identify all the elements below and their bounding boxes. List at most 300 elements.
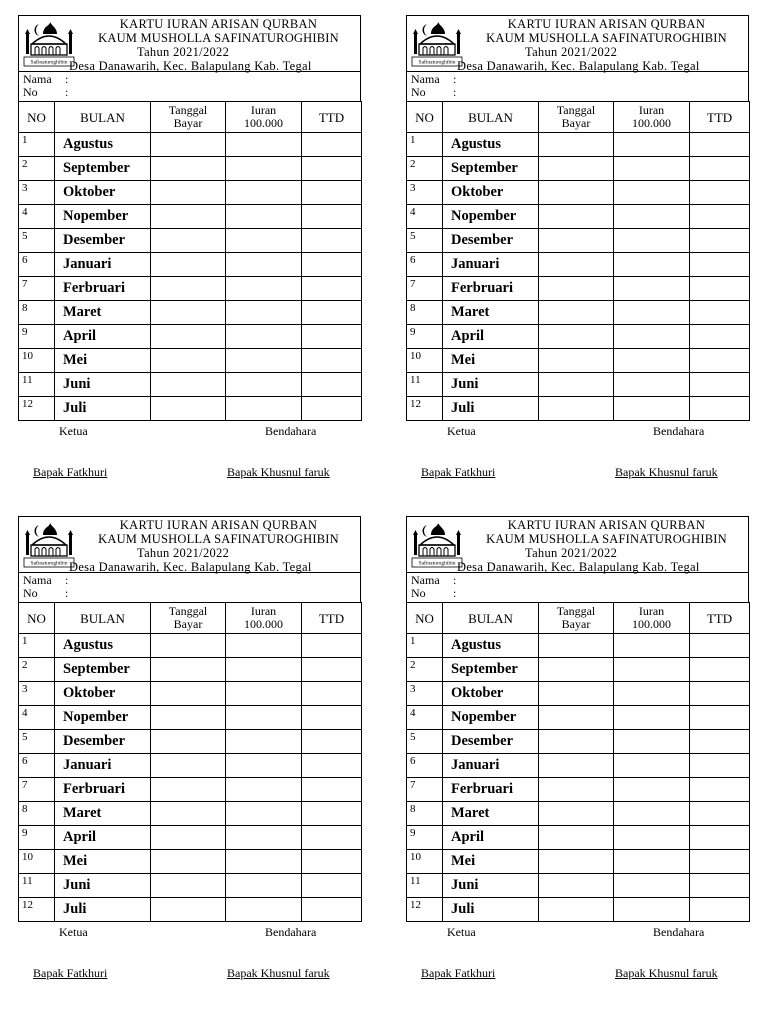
signature-block xyxy=(406,922,749,982)
table-row xyxy=(407,754,750,778)
row-month: Juni xyxy=(55,874,151,898)
signature-block xyxy=(18,421,361,481)
iuran-cell[interactable] xyxy=(614,133,690,157)
iuran-cell[interactable] xyxy=(226,826,302,850)
iuran-card xyxy=(18,516,361,982)
ttd-cell[interactable] xyxy=(690,898,750,922)
ttd-cell[interactable] xyxy=(302,778,362,802)
table-row xyxy=(19,229,362,253)
ttd-cell[interactable] xyxy=(302,157,362,181)
ttd-cell[interactable] xyxy=(302,754,362,778)
tanggal-cell[interactable] xyxy=(539,397,614,421)
logo-text: Safinaturoghibin xyxy=(418,59,456,66)
row-number: 5 xyxy=(19,229,55,253)
tanggal-cell[interactable] xyxy=(539,682,614,706)
table-header-row xyxy=(19,603,362,634)
ttd-cell[interactable] xyxy=(302,634,362,658)
row-month: Juni xyxy=(443,874,539,898)
tanggal-cell[interactable] xyxy=(539,325,614,349)
ketua-label: Ketua xyxy=(59,424,88,438)
iuran-cell[interactable] xyxy=(226,850,302,874)
tanggal-cell[interactable] xyxy=(151,325,226,349)
iuran-cell[interactable] xyxy=(614,658,690,682)
row-month: Desember xyxy=(443,229,539,253)
ttd-cell[interactable] xyxy=(690,730,750,754)
tanggal-line-2: Bayar xyxy=(561,116,591,130)
tanggal-cell[interactable] xyxy=(151,850,226,874)
table-header-row xyxy=(19,102,362,133)
mosque-logo-icon xyxy=(411,521,463,569)
table-row xyxy=(407,730,750,754)
iuran-cell[interactable] xyxy=(614,181,690,205)
row-month: April xyxy=(55,325,151,349)
tanggal-cell[interactable] xyxy=(151,682,226,706)
iuran-cell[interactable] xyxy=(614,397,690,421)
table-row xyxy=(407,826,750,850)
no-colon: : xyxy=(453,586,457,600)
bendahara-label: Bendahara xyxy=(653,925,705,939)
tanggal-cell[interactable] xyxy=(539,205,614,229)
row-number: 3 xyxy=(407,682,443,706)
tanggal-cell[interactable] xyxy=(539,706,614,730)
row-month: Oktober xyxy=(55,682,151,706)
identity-block xyxy=(406,572,749,602)
tanggal-cell[interactable] xyxy=(539,754,614,778)
tanggal-line-1: Tanggal xyxy=(556,604,596,618)
row-month: Agustus xyxy=(443,634,539,658)
tanggal-cell[interactable] xyxy=(151,730,226,754)
tanggal-cell[interactable] xyxy=(539,850,614,874)
mosque-logo-icon xyxy=(23,521,75,569)
row-number: 10 xyxy=(19,349,55,373)
row-month: Nopember xyxy=(55,205,151,229)
ttd-cell[interactable] xyxy=(690,802,750,826)
ttd-cell[interactable] xyxy=(690,850,750,874)
row-number: 12 xyxy=(407,898,443,922)
ttd-cell[interactable] xyxy=(302,277,362,301)
tanggal-cell[interactable] xyxy=(539,898,614,922)
row-number: 2 xyxy=(19,157,55,181)
row-number: 8 xyxy=(407,301,443,325)
iuran-cell[interactable] xyxy=(226,874,302,898)
iuran-cell[interactable] xyxy=(614,778,690,802)
iuran-cell[interactable] xyxy=(226,778,302,802)
iuran-cell[interactable] xyxy=(226,397,302,421)
tanggal-cell[interactable] xyxy=(151,874,226,898)
row-month: Mei xyxy=(443,850,539,874)
table-row xyxy=(19,658,362,682)
tanggal-line-2: Bayar xyxy=(173,116,203,130)
card-subtitle: KAUM MUSHOLLA SAFINATUROGHIBIN xyxy=(486,31,727,45)
table-row xyxy=(19,325,362,349)
row-month: Januari xyxy=(443,754,539,778)
ttd-cell[interactable] xyxy=(690,205,750,229)
row-number: 10 xyxy=(19,850,55,874)
ttd-cell[interactable] xyxy=(690,658,750,682)
card-year: Tahun 2021/2022 xyxy=(525,45,618,59)
iuran-cell[interactable] xyxy=(226,205,302,229)
tanggal-cell[interactable] xyxy=(151,397,226,421)
table-row xyxy=(19,634,362,658)
tanggal-cell[interactable] xyxy=(151,634,226,658)
payment-table xyxy=(406,602,750,922)
tanggal-cell[interactable] xyxy=(539,349,614,373)
identity-block xyxy=(406,71,749,101)
tanggal-cell[interactable] xyxy=(539,277,614,301)
tanggal-cell[interactable] xyxy=(151,826,226,850)
tanggal-cell[interactable] xyxy=(151,133,226,157)
card-title: KARTU IURAN ARISAN QURBAN xyxy=(119,17,318,31)
tanggal-cell[interactable] xyxy=(151,754,226,778)
col-bulan-header: BULAN xyxy=(55,603,151,634)
col-no-header: NO xyxy=(19,603,55,634)
tanggal-cell[interactable] xyxy=(151,706,226,730)
ttd-cell[interactable] xyxy=(302,826,362,850)
row-month: Desember xyxy=(55,229,151,253)
iuran-cell[interactable] xyxy=(614,706,690,730)
row-month: Agustus xyxy=(443,133,539,157)
row-month: Oktober xyxy=(443,181,539,205)
iuran-cell[interactable] xyxy=(226,157,302,181)
ttd-cell[interactable] xyxy=(690,754,750,778)
nama-label: Nama xyxy=(23,573,52,587)
table-row xyxy=(407,205,750,229)
table-row xyxy=(407,802,750,826)
ttd-cell[interactable] xyxy=(302,397,362,421)
iuran-cell[interactable] xyxy=(226,301,302,325)
ttd-cell[interactable] xyxy=(302,349,362,373)
row-number: 1 xyxy=(407,133,443,157)
iuran-cell[interactable] xyxy=(226,898,302,922)
bendahara-label: Bendahara xyxy=(265,925,317,939)
iuran-cell[interactable] xyxy=(226,325,302,349)
ttd-cell[interactable] xyxy=(302,373,362,397)
row-number: 8 xyxy=(19,301,55,325)
iuran-cell[interactable] xyxy=(614,349,690,373)
ketua-name: Bapak Fatkhuri xyxy=(421,465,496,479)
ttd-cell[interactable] xyxy=(690,373,750,397)
ttd-cell[interactable] xyxy=(302,133,362,157)
row-number: 1 xyxy=(19,133,55,157)
card-address: Desa Danawarih, Kec. Balapulang Kab. Tegal xyxy=(69,59,312,73)
tanggal-cell[interactable] xyxy=(539,730,614,754)
ttd-cell[interactable] xyxy=(302,253,362,277)
no-label: No xyxy=(23,586,38,600)
card-subtitle: KAUM MUSHOLLA SAFINATUROGHIBIN xyxy=(98,31,339,45)
bendahara-name: Bapak Khusnul faruk xyxy=(615,966,718,980)
iuran-cell[interactable] xyxy=(614,301,690,325)
iuran-line-1: Iuran xyxy=(250,604,277,618)
bendahara-name: Bapak Khusnul faruk xyxy=(227,465,330,479)
ketua-name: Bapak Fatkhuri xyxy=(33,966,108,980)
tanggal-cell[interactable] xyxy=(151,229,226,253)
ttd-cell[interactable] xyxy=(690,181,750,205)
ttd-cell[interactable] xyxy=(302,706,362,730)
table-row xyxy=(19,205,362,229)
ttd-cell[interactable] xyxy=(690,634,750,658)
iuran-cell[interactable] xyxy=(614,634,690,658)
nama-colon: : xyxy=(65,72,69,86)
row-number: 10 xyxy=(407,850,443,874)
card-header xyxy=(406,15,749,71)
ttd-cell[interactable] xyxy=(690,325,750,349)
col-ttd-header: TTD xyxy=(302,102,362,133)
row-number: 9 xyxy=(19,325,55,349)
row-month: Oktober xyxy=(55,181,151,205)
row-month: Januari xyxy=(55,754,151,778)
ttd-cell[interactable] xyxy=(690,133,750,157)
no-colon: : xyxy=(65,85,69,99)
row-number: 4 xyxy=(407,706,443,730)
tanggal-cell[interactable] xyxy=(539,157,614,181)
iuran-cell[interactable] xyxy=(614,682,690,706)
row-month: Agustus xyxy=(55,133,151,157)
table-row xyxy=(407,349,750,373)
row-month: Mei xyxy=(55,850,151,874)
no-label: No xyxy=(411,586,426,600)
ttd-cell[interactable] xyxy=(302,205,362,229)
nama-colon: : xyxy=(453,72,457,86)
card-title: KARTU IURAN ARISAN QURBAN xyxy=(507,518,706,532)
ttd-cell[interactable] xyxy=(302,658,362,682)
no-label: No xyxy=(23,85,38,99)
tanggal-cell[interactable] xyxy=(151,301,226,325)
ttd-cell[interactable] xyxy=(302,874,362,898)
nama-colon: : xyxy=(65,573,69,587)
table-row xyxy=(407,874,750,898)
row-number: 2 xyxy=(19,658,55,682)
tanggal-cell[interactable] xyxy=(539,301,614,325)
tanggal-cell[interactable] xyxy=(151,205,226,229)
ttd-cell[interactable] xyxy=(690,874,750,898)
iuran-cell[interactable] xyxy=(226,730,302,754)
table-row xyxy=(407,706,750,730)
iuran-card xyxy=(406,516,749,982)
ttd-cell[interactable] xyxy=(302,325,362,349)
table-row xyxy=(19,898,362,922)
tanggal-cell[interactable] xyxy=(151,898,226,922)
row-number: 9 xyxy=(407,826,443,850)
row-month: Juli xyxy=(443,397,539,421)
iuran-cell[interactable] xyxy=(226,682,302,706)
col-ttd-header: TTD xyxy=(302,603,362,634)
iuran-cell[interactable] xyxy=(614,325,690,349)
ttd-cell[interactable] xyxy=(302,181,362,205)
card-subtitle: KAUM MUSHOLLA SAFINATUROGHIBIN xyxy=(98,532,339,546)
tanggal-cell[interactable] xyxy=(539,778,614,802)
tanggal-cell[interactable] xyxy=(151,778,226,802)
ttd-cell[interactable] xyxy=(302,229,362,253)
row-month: Ferbruari xyxy=(443,778,539,802)
row-month: Nopember xyxy=(443,205,539,229)
ttd-cell[interactable] xyxy=(690,682,750,706)
iuran-cell[interactable] xyxy=(614,157,690,181)
tanggal-cell[interactable] xyxy=(151,373,226,397)
table-row xyxy=(19,349,362,373)
no-label: No xyxy=(411,85,426,99)
iuran-line-1: Iuran xyxy=(250,103,277,117)
table-row xyxy=(407,634,750,658)
card-address: Desa Danawarih, Kec. Balapulang Kab. Tegal xyxy=(457,59,700,73)
table-row xyxy=(407,778,750,802)
card-title: KARTU IURAN ARISAN QURBAN xyxy=(119,518,318,532)
table-row xyxy=(19,682,362,706)
ttd-cell[interactable] xyxy=(302,898,362,922)
ketua-label: Ketua xyxy=(447,925,476,939)
tanggal-cell[interactable] xyxy=(151,802,226,826)
table-row xyxy=(19,706,362,730)
tanggal-cell[interactable] xyxy=(151,157,226,181)
logo-text: Safinaturoghibin xyxy=(30,560,68,567)
logo-text: Safinaturoghibin xyxy=(418,560,456,567)
iuran-line-1: Iuran xyxy=(638,103,665,117)
table-row xyxy=(19,373,362,397)
col-ttd-header: TTD xyxy=(690,102,750,133)
card-year: Tahun 2021/2022 xyxy=(137,546,230,560)
ttd-cell[interactable] xyxy=(690,301,750,325)
row-number: 4 xyxy=(19,205,55,229)
table-row xyxy=(19,778,362,802)
tanggal-cell[interactable] xyxy=(539,634,614,658)
tanggal-cell[interactable] xyxy=(539,874,614,898)
payment-table xyxy=(18,602,362,922)
iuran-cell[interactable] xyxy=(226,658,302,682)
iuran-cell[interactable] xyxy=(226,277,302,301)
card-header xyxy=(18,15,361,71)
iuran-cell[interactable] xyxy=(226,634,302,658)
iuran-cell[interactable] xyxy=(226,754,302,778)
tanggal-cell[interactable] xyxy=(539,181,614,205)
iuran-cell[interactable] xyxy=(614,253,690,277)
table-row xyxy=(19,397,362,421)
iuran-cell[interactable] xyxy=(226,253,302,277)
ttd-cell[interactable] xyxy=(690,253,750,277)
col-no-header: NO xyxy=(407,603,443,634)
iuran-cell[interactable] xyxy=(614,802,690,826)
iuran-cell[interactable] xyxy=(614,277,690,301)
iuran-cell[interactable] xyxy=(226,181,302,205)
ttd-cell[interactable] xyxy=(690,229,750,253)
card-header xyxy=(406,516,749,572)
row-month: April xyxy=(55,826,151,850)
iuran-cell[interactable] xyxy=(614,898,690,922)
tanggal-cell[interactable] xyxy=(539,253,614,277)
iuran-cell[interactable] xyxy=(226,373,302,397)
tanggal-cell[interactable] xyxy=(151,349,226,373)
table-row xyxy=(19,157,362,181)
row-month: Juni xyxy=(55,373,151,397)
iuran-cell[interactable] xyxy=(614,850,690,874)
tanggal-line-2: Bayar xyxy=(561,617,591,631)
col-tanggal-header xyxy=(151,603,226,634)
ttd-cell[interactable] xyxy=(302,730,362,754)
iuran-cell[interactable] xyxy=(614,826,690,850)
iuran-cell[interactable] xyxy=(614,754,690,778)
tanggal-cell[interactable] xyxy=(151,658,226,682)
ttd-cell[interactable] xyxy=(302,682,362,706)
ttd-cell[interactable] xyxy=(690,826,750,850)
tanggal-cell[interactable] xyxy=(539,229,614,253)
iuran-cell[interactable] xyxy=(614,373,690,397)
row-number: 12 xyxy=(19,898,55,922)
table-row xyxy=(19,754,362,778)
row-number: 8 xyxy=(19,802,55,826)
ttd-cell[interactable] xyxy=(690,157,750,181)
row-month: Juli xyxy=(55,898,151,922)
tanggal-cell[interactable] xyxy=(151,277,226,301)
iuran-cell[interactable] xyxy=(226,229,302,253)
table-row xyxy=(407,157,750,181)
tanggal-cell[interactable] xyxy=(151,253,226,277)
tanggal-cell[interactable] xyxy=(539,373,614,397)
identity-block xyxy=(18,572,361,602)
iuran-cell[interactable] xyxy=(614,205,690,229)
ttd-cell[interactable] xyxy=(302,301,362,325)
iuran-cell[interactable] xyxy=(226,349,302,373)
tanggal-cell[interactable] xyxy=(539,826,614,850)
ttd-cell[interactable] xyxy=(690,277,750,301)
row-month: Ferbruari xyxy=(55,778,151,802)
row-month: Nopember xyxy=(443,706,539,730)
ketua-label: Ketua xyxy=(447,424,476,438)
iuran-cell[interactable] xyxy=(226,133,302,157)
row-month: Januari xyxy=(55,253,151,277)
table-row xyxy=(407,277,750,301)
tanggal-cell[interactable] xyxy=(539,802,614,826)
iuran-cell[interactable] xyxy=(226,802,302,826)
table-row xyxy=(19,730,362,754)
ttd-cell[interactable] xyxy=(690,778,750,802)
row-number: 1 xyxy=(407,634,443,658)
row-month: Juli xyxy=(443,898,539,922)
iuran-cell[interactable] xyxy=(614,730,690,754)
ttd-cell[interactable] xyxy=(690,706,750,730)
ttd-cell[interactable] xyxy=(690,349,750,373)
card-address: Desa Danawarih, Kec. Balapulang Kab. Tegal xyxy=(457,560,700,574)
row-number: 3 xyxy=(19,682,55,706)
ttd-cell[interactable] xyxy=(690,397,750,421)
iuran-cell[interactable] xyxy=(614,874,690,898)
bendahara-label: Bendahara xyxy=(653,424,705,438)
card-subtitle: KAUM MUSHOLLA SAFINATUROGHIBIN xyxy=(486,532,727,546)
row-number: 8 xyxy=(407,802,443,826)
table-row xyxy=(19,826,362,850)
row-number: 11 xyxy=(407,373,443,397)
col-iuran-header xyxy=(226,102,302,133)
col-tanggal-header xyxy=(539,102,614,133)
tanggal-cell[interactable] xyxy=(539,658,614,682)
row-number: 4 xyxy=(407,205,443,229)
table-header-row xyxy=(407,102,750,133)
nama-colon: : xyxy=(453,573,457,587)
ttd-cell[interactable] xyxy=(302,850,362,874)
row-month: Maret xyxy=(443,301,539,325)
signature-block xyxy=(18,922,361,982)
row-month: September xyxy=(443,658,539,682)
ttd-cell[interactable] xyxy=(302,802,362,826)
iuran-cell[interactable] xyxy=(226,706,302,730)
iuran-card xyxy=(406,15,749,481)
col-tanggal-header xyxy=(151,102,226,133)
table-row xyxy=(407,898,750,922)
iuran-cell[interactable] xyxy=(614,229,690,253)
tanggal-cell[interactable] xyxy=(151,181,226,205)
tanggal-cell[interactable] xyxy=(539,133,614,157)
table-row xyxy=(407,181,750,205)
row-number: 5 xyxy=(407,229,443,253)
row-number: 6 xyxy=(407,754,443,778)
row-number: 5 xyxy=(407,730,443,754)
